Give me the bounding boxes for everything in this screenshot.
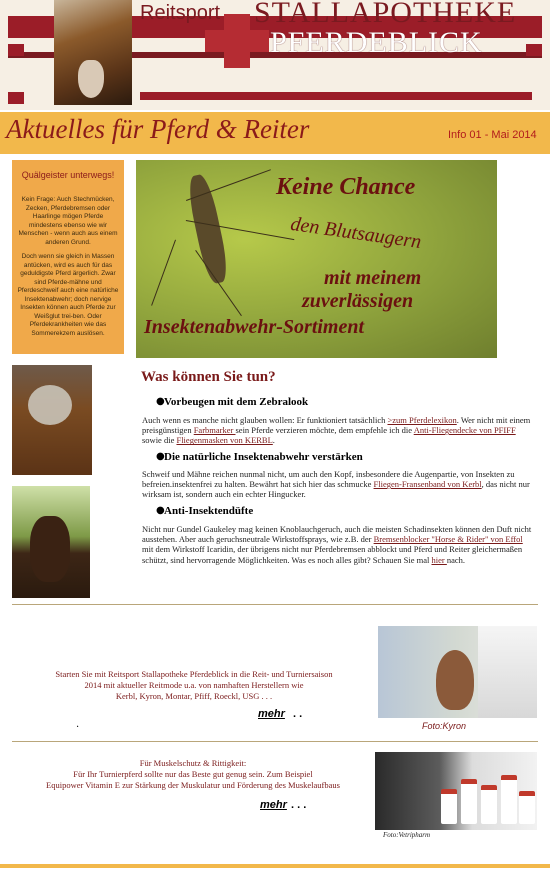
divider [12,741,538,742]
banner-text-line: Keine Chance [276,174,416,200]
more-link-muscle[interactable]: mehr [260,799,287,811]
link-farbmarker[interactable]: Farbmarker [193,425,236,436]
subheading-natural: Die natürliche Insektenabwehr verstärken [164,451,363,463]
header-square [8,44,24,56]
more-dots: . . [293,708,303,720]
footer-band [0,864,550,868]
bullet-icon: ● [156,505,165,516]
sidebar-paragraph: Doch wenn sie gleich in Massen antücken, wird es auch für das geduldigste Pferd ärgerlich. Zwar sind Pferde-mähne und Pferdeschweif auch eine natürliche Insektenabwehr; doch nervige Insekten können auch Pferde zur Weißglut trei-ben. Oder Pferdekrankheiten wie das Sommerekzem auslösen. [17,253,119,337]
banner-text-line: mit meinem [324,267,422,289]
kyron-photo[interactable] [378,626,537,718]
subheading-scents: Anti-Insektendüfte [164,505,254,517]
banner-text-line: den Blutsaugern [289,212,423,254]
bullet-icon: ● [156,396,165,407]
brand-line-1: STALLAPOTHEKE [254,0,517,29]
promo-muscle: Für Muskelschutz & Rittigkeit: Für Ihr Turnierpferd sollte nur das Beste gut genug sein. Zum Beispiel Equipower Vitamin E zur Stärkung der Muskulatur und Förderung des Muskelaufbaus [46,758,340,790]
section-heading: Was können Sie tun? [141,369,276,385]
paragraph-zebra: Auch wenn es manche nicht glauben wollen: Er funktioniert tatsächlich >zum Pferdelexikon. Wer nicht mit einem preisgünstigen Farbmarker sein Pferde verzieren möchte, dem empfehle ich die Anti-Fliegendecke von PFIFF sowie die Fliegenmasken von KERBL. [142,415,531,446]
vetripharm-photo[interactable] [375,752,537,830]
link-fliegenmasken[interactable]: Fliegenmasken von KERBL [176,435,273,446]
divider [12,604,538,605]
header-bottom-band [140,92,532,100]
issue-info: Info 01 - Mai 2014 [448,129,537,141]
stray-dot: . [76,719,80,730]
link-pferdelexikon[interactable]: >zum Pferdelexikon [387,415,457,425]
banner-text-line: zuverlässigen [302,290,414,312]
fly-mask-horse-photo [12,365,92,475]
link-hier[interactable]: hier [431,554,447,565]
photo-caption-vetripharm: Foto:Vetripharm [383,831,431,839]
photo-caption-kyron: Foto:Kyron [422,721,467,731]
horse-logo-photo [54,0,132,105]
bullet-icon: ● [156,451,165,462]
sidebar-title: Quälgeister unterwegs! [21,170,115,180]
paragraph-scents: Nicht nur Gundel Gaukeley mag keinen Knoblauchgeruch, auch die meisten Schadinsekten können den Duft nicht ausstehen. Aber auch geruchsneutrale Wirkstoffsprays, wie z.B. der Bremsenblocker "Horse & Rider" von Effol mit dem Wirkstoff Icaridin, der übrigens nicht nur Pferdebremsen abblockt und Pferd und Reiter gleichermaßen schützt, sind hervorragende Möglichkeiten. Was es noch alles gibt? Schauen Sie mal hier nach. [142,524,532,565]
link-fransenband[interactable]: Fliegen-Fransenband von Kerbl [373,479,482,490]
subheading-zebra: Vorbeugen mit dem Zebralook [164,396,309,408]
link-anti-fliegendecke[interactable]: Anti-Fliegendecke von PFIFF [413,425,516,436]
sidebar-text [16,196,120,338]
header-square [8,92,24,104]
page-title: Aktuelles für Pferd & Reiter [6,114,310,144]
more-dots: . . . [291,799,307,811]
sidebar-paragraph: Kein Frage: Auch Stechmücken, Zecken, Pferdebremsen oder Haarlinge mögen Pferde mindestens ebenso wie wir Menschen - wenn auch aus einem anderen Grund. [18,196,118,246]
header-square [526,44,542,56]
brand-line-2: PFERDEBLICK [270,26,483,59]
banner-text-line: Insektenabwehr-Sortiment [144,316,365,338]
horse-fringe-photo [12,486,90,598]
link-bremsenblocker[interactable]: Bremsenblocker "Horse & Rider" von Effol [373,534,523,545]
paragraph-natural: Schweif und Mähne reichen nunmal nicht, um auch den Kopf, insbesondere die Augenpartie, von Insekten zu befreien.insektenfrei zu halten. Bewährt hat sich hier das schmucke Fliegen-Fransenband von Kerbl, das nicht nur wirksam ist, sondern auch ein echter Hingucker. [142,469,530,500]
promo-riding-fashion: Starten Sie mit Reitsport Stallapotheke Pferdeblick in die Reit- und Turniersaison 2014 mit aktueller Reitmode u.a. von namhaften Herstellern wie Kerbl, Kyron, Montar, Pfiff, Roeckl, USG . . . [55,669,333,701]
more-link-fashion[interactable]: mehr [258,708,285,720]
brand-small: Reitsport [140,2,221,24]
